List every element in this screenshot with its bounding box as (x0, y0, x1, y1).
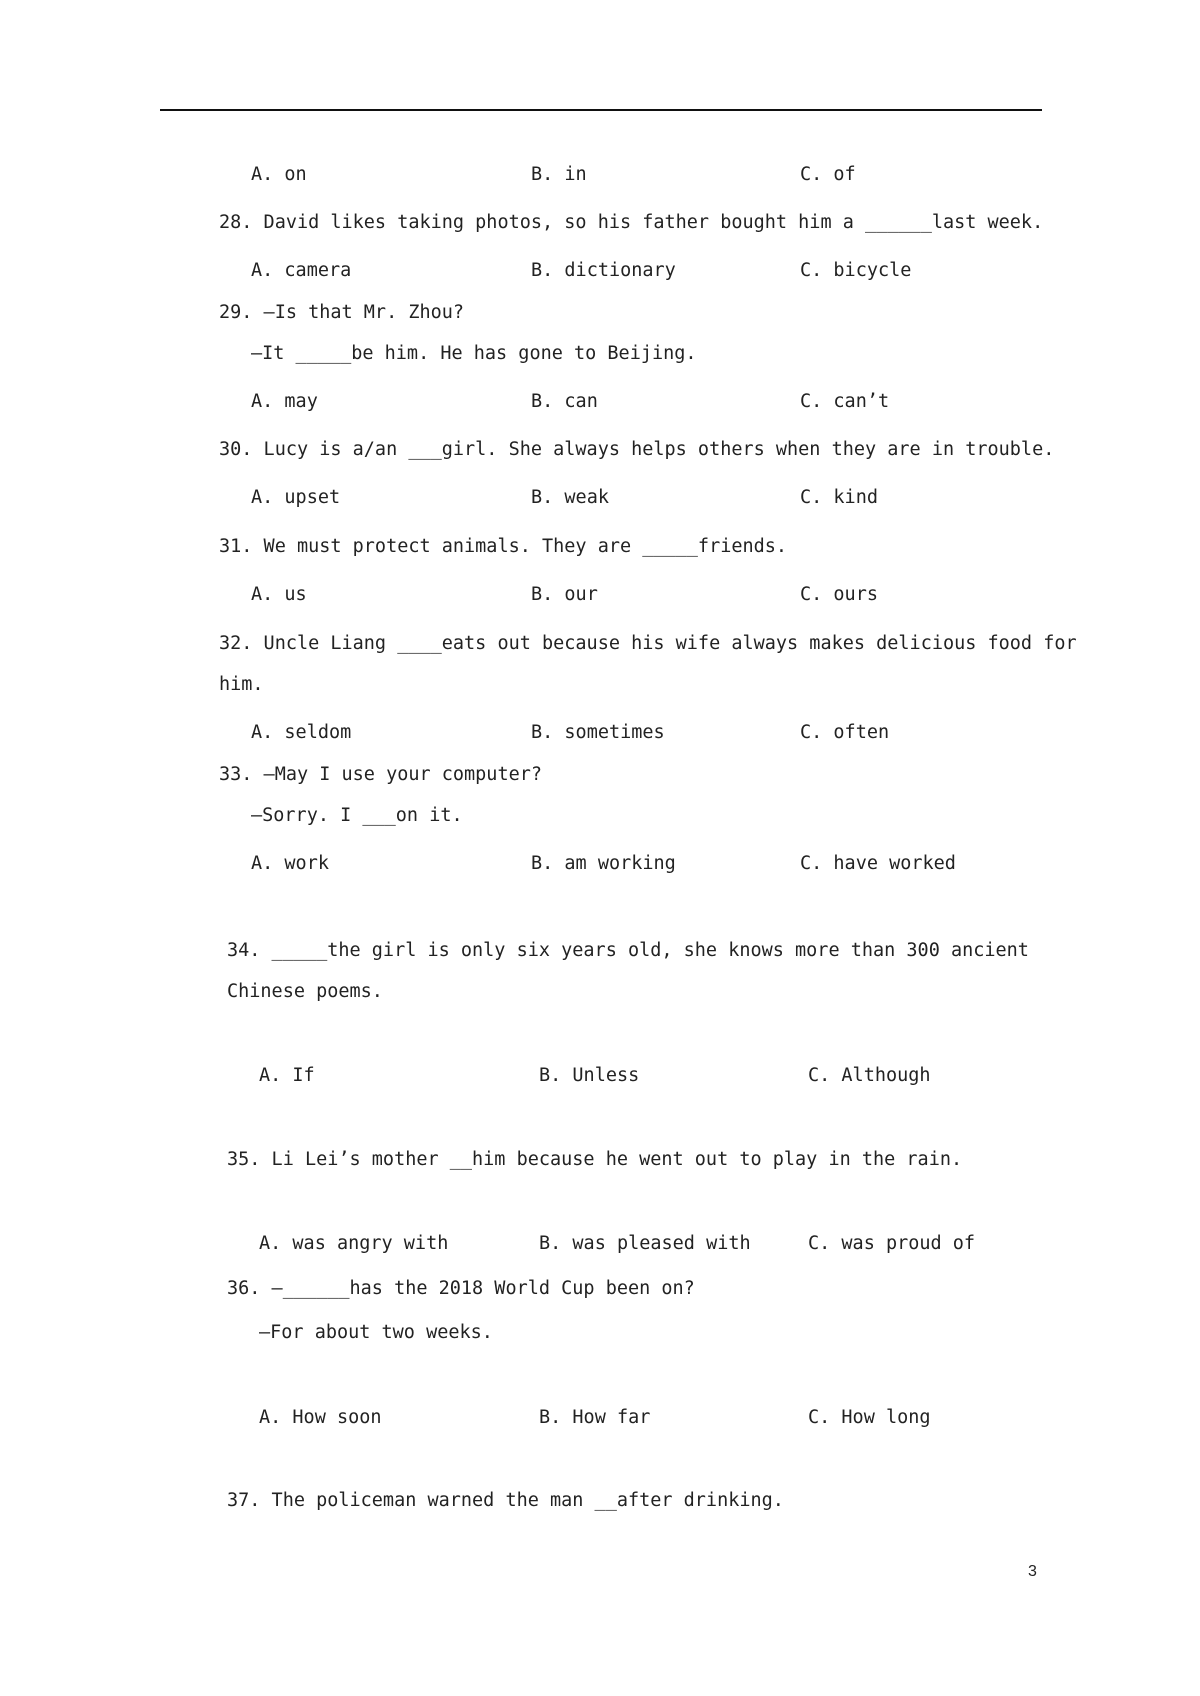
q27-option-b: B. in (531, 164, 587, 185)
q34-line1: 34. _____the girl is only six years old, she knows more than 300 ancient (227, 940, 1029, 961)
q36-option-c: C. How long (808, 1407, 931, 1428)
q29-option-c: C. can’t (800, 391, 890, 412)
q34-option-b: B. Unless (539, 1065, 640, 1086)
q33-option-b: B. am working (531, 853, 676, 874)
q32-option-c: C. often (800, 722, 890, 743)
q28-text: 28. David likes taking photos, so his father bought him a ______last week. (219, 212, 1044, 233)
q28-option-b: B. dictionary (531, 260, 676, 281)
q31-text: 31. We must protect animals. They are _____friends. (219, 536, 788, 557)
q34-option-a: A. If (259, 1065, 315, 1086)
q30-option-b: B. weak (531, 487, 609, 508)
q28-option-a: A. camera (251, 260, 352, 281)
q31-option-b: B. our (531, 584, 598, 605)
q31-option-c: C. ours (800, 584, 878, 605)
q30-option-c: C. kind (800, 487, 878, 508)
q35-option-b: B. was pleased with (539, 1233, 751, 1254)
q29-line1: 29. —Is that Mr. Zhou? (219, 302, 465, 323)
q29-line2: —It _____be him. He has gone to Beijing. (251, 343, 697, 364)
q35-option-c: C. was proud of (808, 1233, 976, 1254)
page-number: 3 (1028, 1563, 1037, 1580)
q36-option-a: A. How soon (259, 1407, 382, 1428)
q33-option-a: A. work (251, 853, 329, 874)
q32-line1: 32. Uncle Liang ____eats out because his wife always makes delicious food for (219, 633, 1077, 654)
q32-option-b: B. sometimes (531, 722, 665, 743)
q35-option-a: A. was angry with (259, 1233, 449, 1254)
q33-line1: 33. —May I use your computer? (219, 764, 543, 785)
header-rule (160, 109, 1042, 111)
q36-line2: —For about two weeks. (259, 1322, 493, 1343)
q34-option-c: C. Although (808, 1065, 931, 1086)
q33-option-c: C. have worked (800, 853, 956, 874)
q36-line1: 36. —______has the 2018 World Cup been on? (227, 1278, 695, 1299)
q36-option-b: B. How far (539, 1407, 651, 1428)
q34-line2: Chinese poems. (227, 981, 383, 1002)
q29-option-b: B. can (531, 391, 598, 412)
q27-option-a: A. on (251, 164, 307, 185)
q32-option-a: A. seldom (251, 722, 352, 743)
q37-text: 37. The policeman warned the man __after drinking. (227, 1490, 784, 1511)
q30-option-a: A. upset (251, 487, 341, 508)
q35-text: 35. Li Lei’s mother __him because he went out to play in the rain. (227, 1149, 963, 1170)
q27-option-c: C. of (800, 164, 856, 185)
q29-option-a: A. may (251, 391, 318, 412)
q32-line2: him. (219, 674, 264, 695)
q33-line2: —Sorry. I ___on it. (251, 805, 463, 826)
q31-option-a: A. us (251, 584, 307, 605)
q28-option-c: C. bicycle (800, 260, 912, 281)
q30-text: 30. Lucy is a/an ___girl. She always helps others when they are in trouble. (219, 439, 1055, 460)
